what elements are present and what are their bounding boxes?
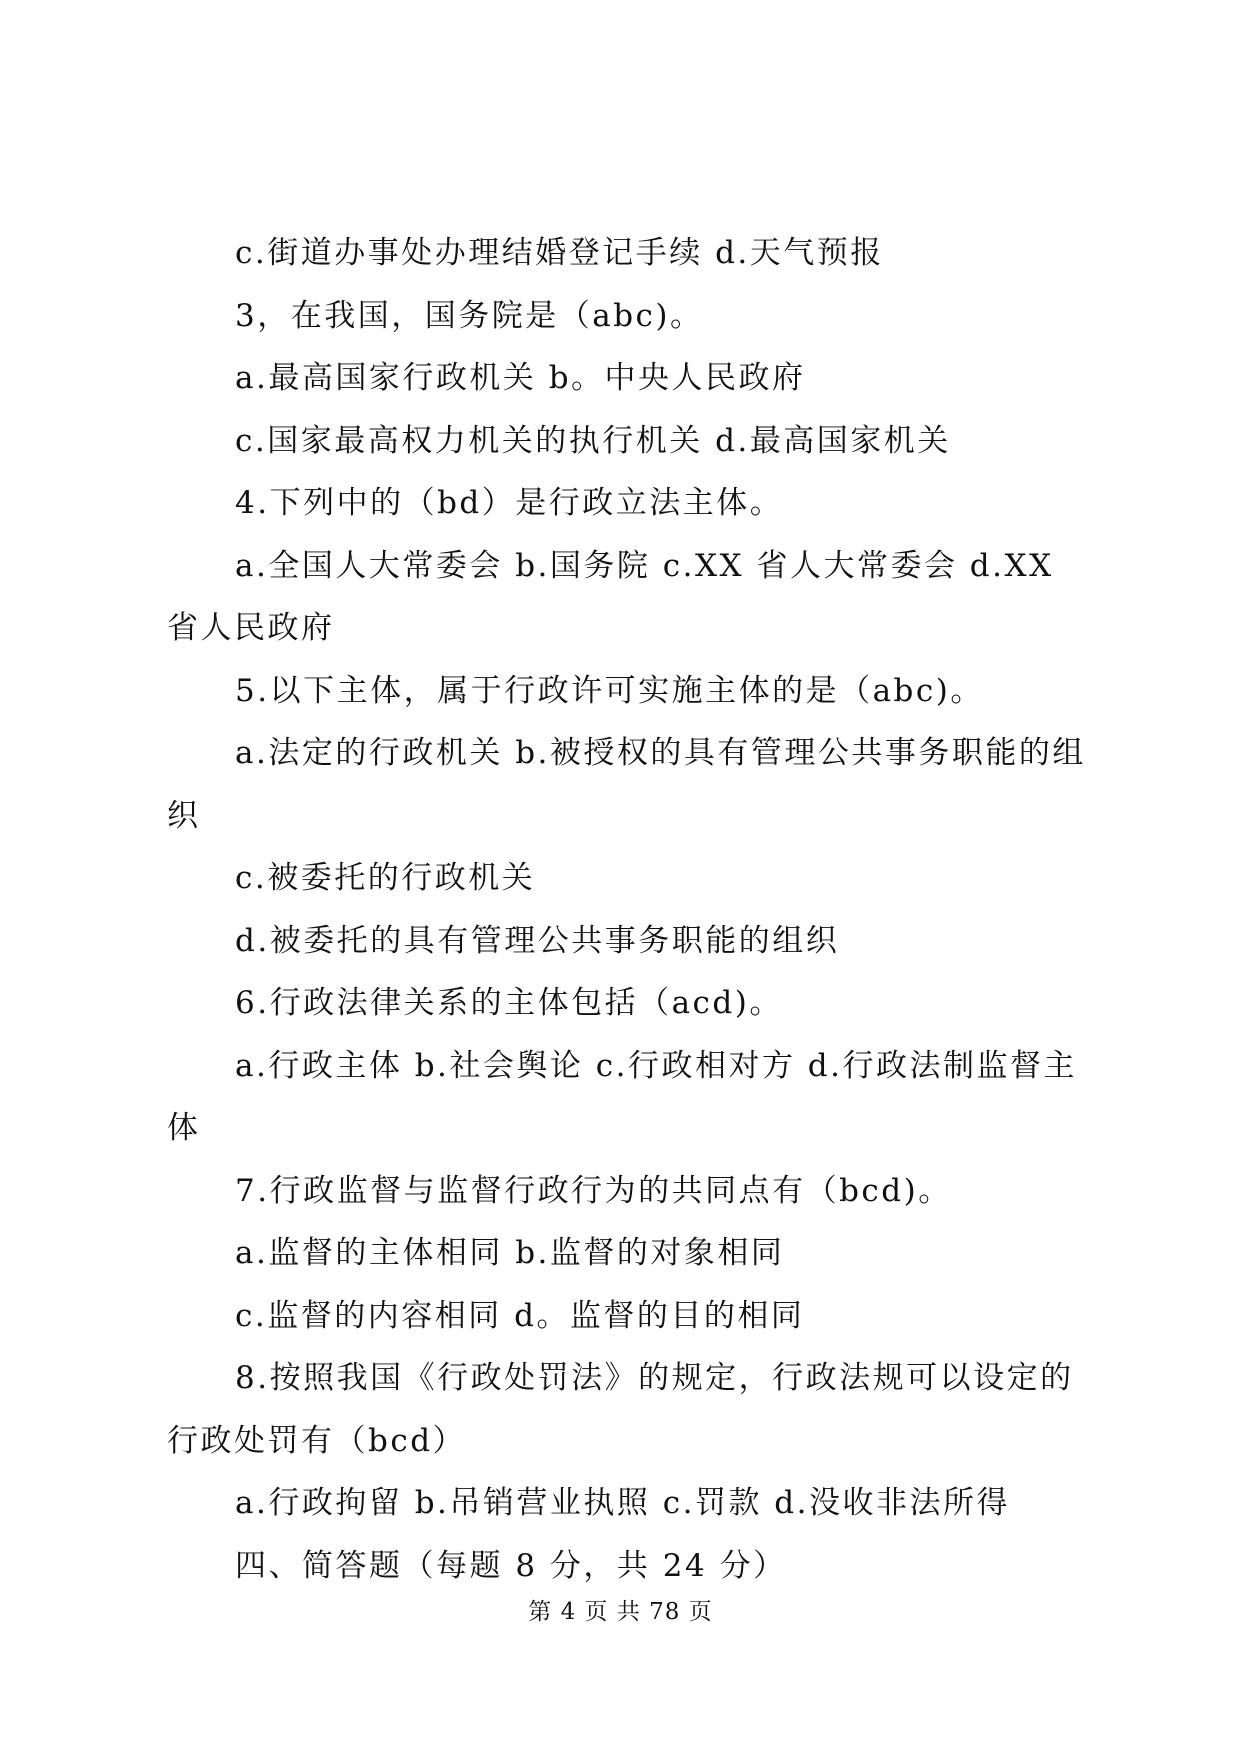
question-line: 6.行政法律关系的主体包括（acd)。 bbox=[235, 985, 783, 1021]
option-line: a.监督的主体相同 b.监督的对象相同 bbox=[235, 1235, 785, 1271]
question-line: 4.下列中的（bd）是行政立法主体。 bbox=[235, 485, 784, 521]
option-line: c.被委托的行政机关 bbox=[235, 860, 536, 896]
option-line: d.被委托的具有管理公共事务职能的组织 bbox=[235, 922, 840, 959]
option-line: c.监督的内容相同 d。监督的目的相同 bbox=[235, 1297, 805, 1334]
option-line: a.行政拘留 b.吊销营业执照 c.罚款 d.没收非法所得 bbox=[235, 1485, 1011, 1521]
page-number-footer: 第 4 页 共 78 页 bbox=[528, 1599, 713, 1625]
option-line: a.最高国家行政机关 b。中央人民政府 bbox=[235, 360, 806, 396]
question-line: 3，在我国，国务院是（abc)。 bbox=[235, 297, 704, 334]
option-line: a.行政主体 b.社会舆论 c.行政相对方 d.行政法制监督主体 bbox=[167, 1047, 1078, 1146]
option-line: a.全国人大常委会 b.国务院 c.XX 省人大常委会 d.XX 省人民政府 bbox=[167, 547, 1054, 646]
question-line: 7.行政监督与监督行政行为的共同点有（bcd)。 bbox=[235, 1172, 952, 1209]
section-heading: 四、简答题（每题 8 分，共 24 分） bbox=[235, 1547, 787, 1584]
option-line: c.街道办事处办理结婚登记手续 d.天气预报 bbox=[235, 235, 884, 271]
question-line: 8.按照我国《行政处罚法》的规定，行政法规可以设定的行政处罚有（bcd） bbox=[167, 1360, 1074, 1459]
option-line: c.国家最高权力机关的执行机关 d.最高国家机关 bbox=[235, 422, 951, 459]
option-line: a.法定的行政机关 b.被授权的具有管理公共事务职能的组织 bbox=[167, 735, 1086, 834]
document-body bbox=[167, 222, 1087, 1597]
question-line: 5.以下主体，属于行政许可实施主体的是（abc)。 bbox=[235, 672, 984, 709]
